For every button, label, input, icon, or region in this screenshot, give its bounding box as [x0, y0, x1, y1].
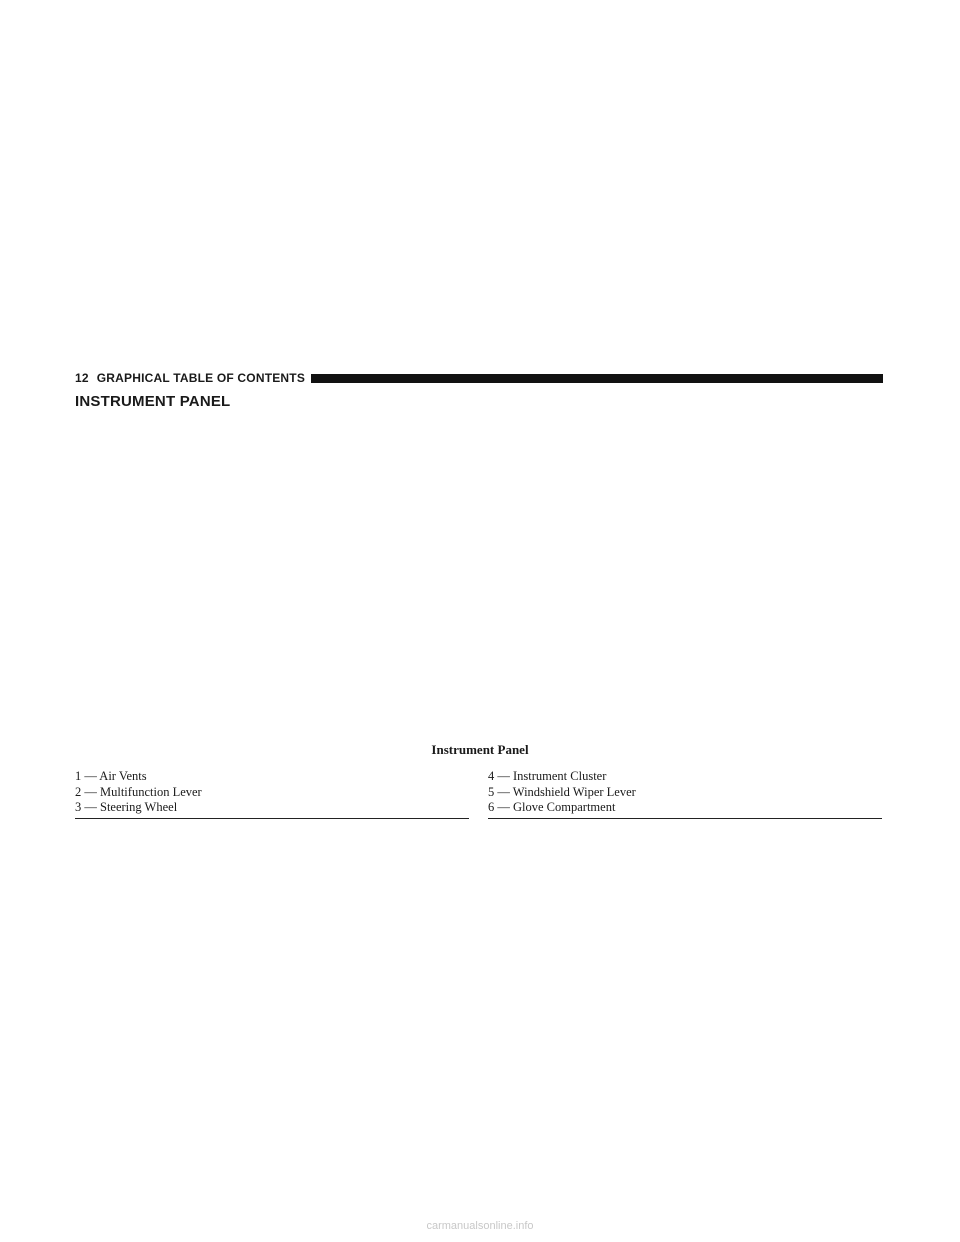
legend-item: 4 — Instrument Cluster — [488, 769, 607, 783]
legend-item: 1 — Air Vents — [75, 769, 147, 783]
legend-item: 2 — Multifunction Lever — [75, 784, 202, 799]
legend-right-column — [488, 769, 882, 816]
header-rule-bar — [311, 374, 883, 383]
legend-item: 5 — Windshield Wiper Lever — [488, 784, 636, 799]
figure-caption: Instrument Panel — [431, 742, 529, 757]
page-number: 12 — [75, 371, 89, 385]
legend-item: 3 — Steering Wheel — [75, 800, 178, 814]
header-section-title: GRAPHICAL TABLE OF CONTENTS — [96, 371, 306, 385]
legend-right-rule — [488, 818, 882, 819]
footer-watermark: carmanualsonline.info — [426, 1220, 534, 1232]
section-title: INSTRUMENT PANEL — [75, 393, 231, 410]
legend-item: 6 — Glove Compartment — [488, 800, 616, 814]
instrument-panel-figure — [75, 420, 883, 730]
legend-left-rule — [75, 818, 469, 819]
page-header — [75, 370, 883, 386]
legend-left-column — [75, 769, 469, 816]
